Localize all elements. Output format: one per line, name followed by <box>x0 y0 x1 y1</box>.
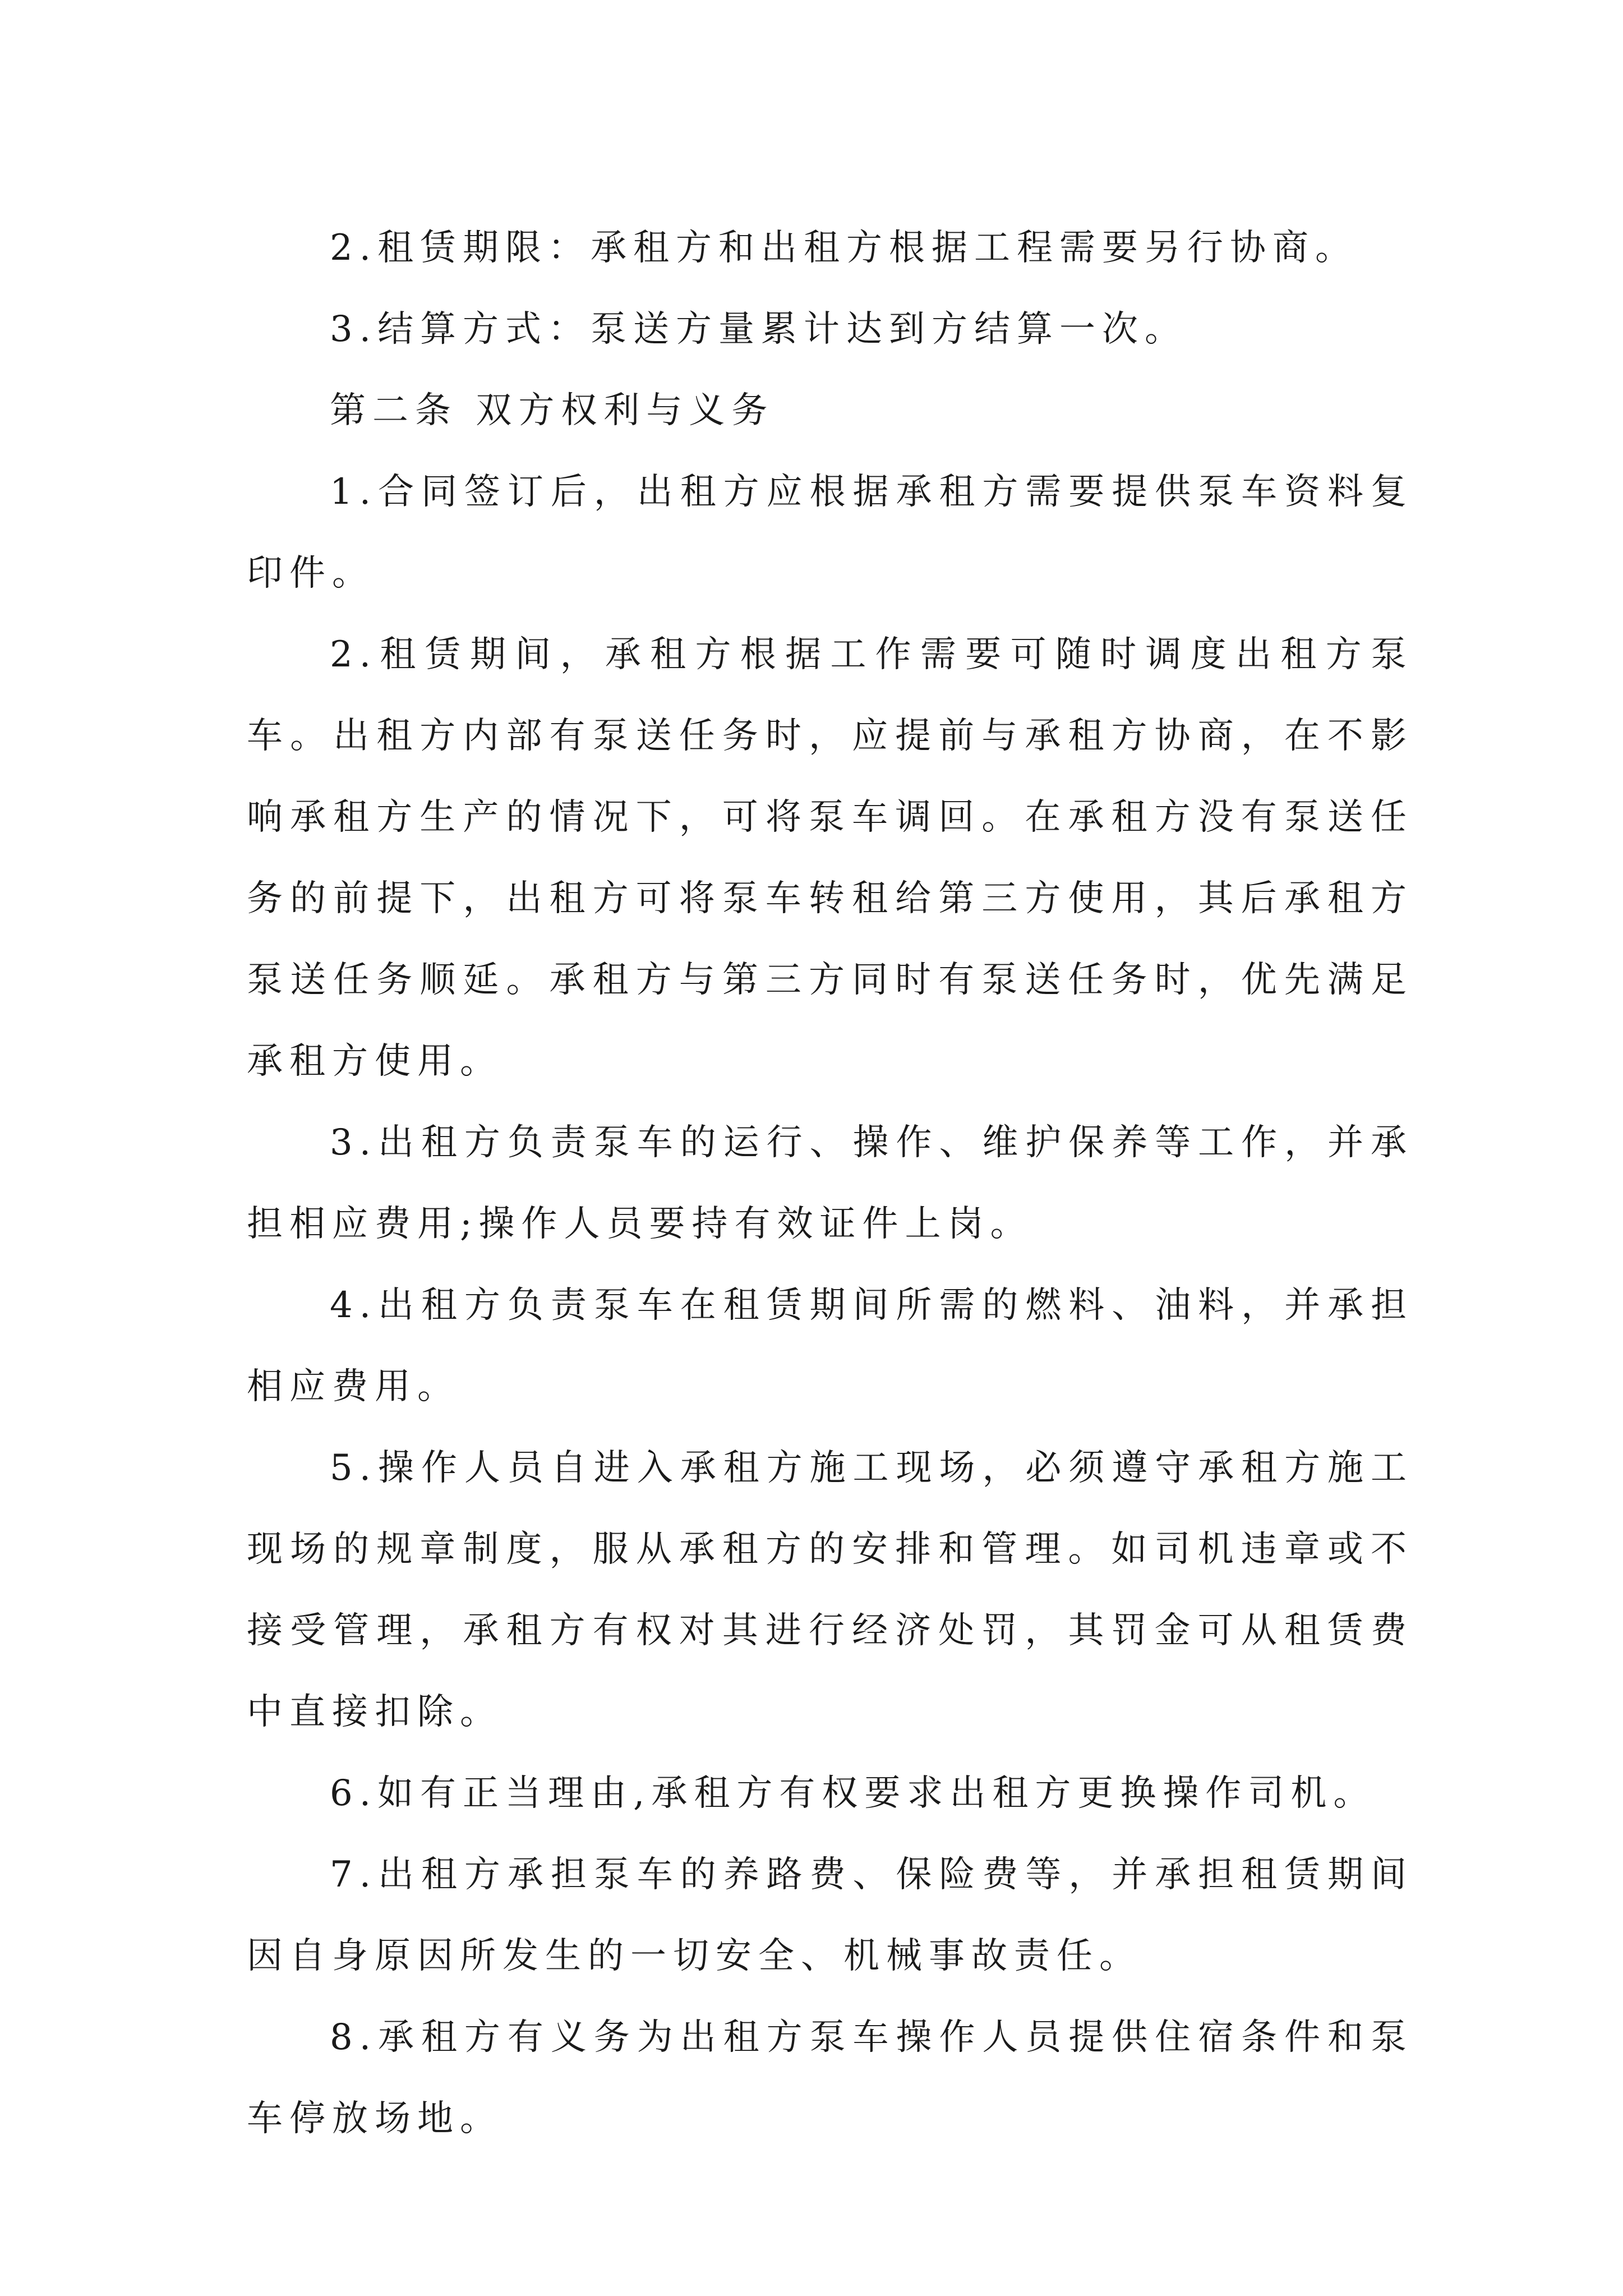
section-heading: 第二条 双方权利与义务 <box>330 390 774 431</box>
clause-settlement: 3.结算方式：泵送方量累计达到方结算一次。 <box>330 309 1188 350</box>
clause-3: 3.出租方负责泵车的运行、操作、维护保养等工作，并承担相应费用;操作人员要持有效证件上岗。 <box>247 1122 1413 1245</box>
clause-2: 2.租赁期间，承租方根据工作需要可随时调度出租方泵车。出租方内部有泵送任务时，应提前与承租方协商，在不影响承租方生产的情况下，可将泵车调回。在承租方没有泵送任务的前提下，出租方可将泵车转租给第三方使用，其后承租方泵送任务顺延。承租方与第三方同时有泵送任务时，优先满足承租方使用。 <box>247 634 1413 1082</box>
clause-7: 7.出租方承担泵车的养路费、保险费等，并承担租赁期间因自身原因所发生的一切安全、机械事故责任。 <box>247 1854 1413 1977</box>
clause-8: 8.承租方有义务为出租方泵车操作人员提供住宿条件和泵车停放场地。 <box>247 2017 1413 2139</box>
document-body <box>247 208 1413 2160</box>
clause-lease-term: 2.租赁期限：承租方和出租方根据工程需要另行协商。 <box>330 227 1358 269</box>
clause-5: 5.操作人员自进入承租方施工现场，必须遵守承租方施工现场的规章制度，服从承租方的安排和管理。如司机违章或不接受管理，承租方有权对其进行经济处罚，其罚金可从租赁费中直接扣除。 <box>247 1447 1413 1733</box>
clause-6: 6.如有正当理由,承租方有权要求出租方更换操作司机。 <box>330 1773 1376 1814</box>
clause-4: 4.出租方负责泵车在租赁期间所需的燃料、油料，并承担相应费用。 <box>247 1285 1413 1407</box>
clause-1: 1.合同签订后，出租方应根据承租方需要提供泵车资料复印件。 <box>247 471 1413 594</box>
